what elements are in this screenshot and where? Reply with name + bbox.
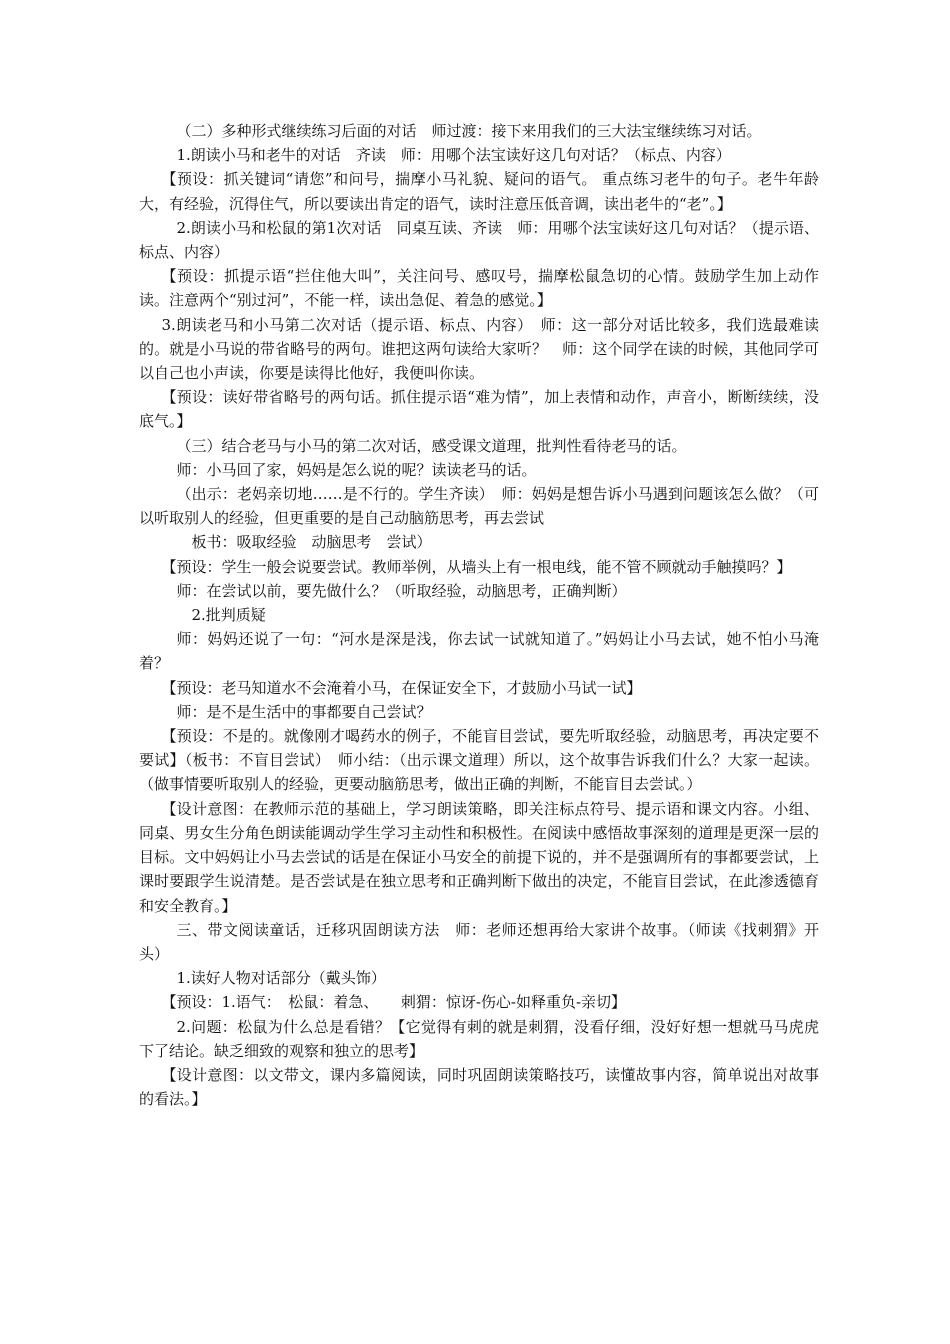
teacher-line: 师：在尝试以前，要先做什么？（听取经验，动脑思考，正确判断） bbox=[176, 581, 627, 600]
teacher-line: 师：是不是生活中的事都要自己尝试？ bbox=[176, 702, 432, 721]
teacher-line: （出示：老妈亲切地……是不行的。学生齐读） 师：妈妈是想告诉小马遇到问题该怎么做？（可以听取别人的经验，但更重要的是自己动脑筋思考，再去尝试 bbox=[139, 485, 819, 528]
step-read-horse-squirrel-dialogue: 2.朗读小马和松鼠的第1次对话 同桌互读、齐读 师：用哪个法宝读好这几句对话？（提示语、标点、内容） bbox=[139, 218, 819, 262]
step-critical-questioning: 2.批判质疑 bbox=[191, 606, 266, 625]
section-heading-part-three-reading: 三、带文阅读童话，迁移巩固朗读方法 师：老师还想再给大家讲个故事。（师读《找刺猬》开头） bbox=[139, 920, 819, 963]
blackboard-note: 板书：吸取经验 动脑思考 尝试） bbox=[191, 533, 432, 552]
step-read-character-dialogue: 1.读好人物对话部分（戴头饰） bbox=[176, 969, 386, 988]
preset-note: 【预设：抓提示语“拦住他大叫”，关注问号、感叹号，揣摩松鼠急切的心情。鼓励学生加上动作读。注意两个“别过河”，不能一样，读出急促、着急的感觉。】 bbox=[139, 267, 819, 310]
step-read-second-dialogue: 3.朗读老马和小马第二次对话（提示语、标点、内容） 师：这一部分对话比较多，我们选最难读的。就是小马说的带省略号的两句。谁把这两句读给大家听？ 师：这个同学在读的时候，其他同学可以自己也小声读，你要是读得比他好，我便叫你读。 bbox=[139, 315, 819, 383]
design-intent-note: 【设计意图：以文带文，课内多篇阅读，同时巩固朗读策略技巧，读懂故事内容，简单说出对故事的看法。】 bbox=[139, 1065, 819, 1109]
preset-note: 【预设：不是的。就像刚才喝药水的例子，不能盲目尝试，要先听取经验，动脑思考，再决定要不要试】（板书：不盲目尝试） 师小结：（出示课文道理）所以，这个故事告诉我们什么？大家一起读。（做事情要听取别人的经验，更要动脑筋思考，做出正确的判断，不能盲目去尝试。） bbox=[139, 727, 819, 794]
document-page bbox=[139, 119, 819, 1111]
teacher-line: 师：小马回了家，妈妈是怎么说的呢？读读老马的话。 bbox=[176, 460, 537, 479]
preset-note: 【预设：学生一般会说要尝试。教师举例，从墙头上有一根电线，能不管不顾就动手触摸吗？】 bbox=[161, 557, 792, 576]
preset-note: 【预设：老马知道水不会淹着小马，在保证安全下，才鼓励小马试一试】 bbox=[161, 678, 642, 697]
design-intent-note: 【设计意图：在教师示范的基础上，学习朗读策略，即关注标点符号、提示语和课文内容。小组、同桌、男女生分角色朗读能调动学生学习主动性和积极性。在阅读中感悟故事深刻的道理是更深一层的目标。文中妈妈让小马去尝试的话是在保证小马安全的前提下说的，并不是强调所有的事都要尝试，上课时要跟学生说清楚。是否尝试是在独立思考和正确判断下做出的决定，不能盲目尝试，在此渗透德育和安全教育。】 bbox=[139, 799, 819, 915]
preset-note: 【预设：1.语气： 松鼠：着急、 刺猬：惊讶-伤心-如释重负-亲切】 bbox=[161, 993, 627, 1012]
step-question: 2.问题：松鼠为什么总是看错？【它觉得有刺的就是刺猬，没看仔细，没好好想一想就马马虎虎下了结论。缺乏细致的观察和独立的思考】 bbox=[139, 1017, 819, 1060]
step-read-horse-ox-dialogue: 1.朗读小马和老牛的对话 齐读 师：用哪个法宝读好这几句对话？（标点、内容） bbox=[176, 146, 731, 165]
section-heading-part-two: （二）多种形式继续练习后面的对话 师过渡：接下来用我们的三大法宝继续练习对话。 bbox=[176, 122, 762, 140]
teacher-line: 师：妈妈还说了一句：“河水是深是浅，你去试一试就知道了。”妈妈让小马去试，她不怕小马淹着？ bbox=[139, 630, 819, 673]
preset-note: 【预设：抓关键词“请您”和问号，揣摩小马礼貌、疑问的语气。 重点练习老牛的句子。老牛年龄大，有经验，沉得住气，所以要读出肯定的语气，读时注意压低音调，读出老牛的“老”。】 bbox=[139, 170, 819, 213]
preset-note: 【预设：读好带省略号的两句话。抓住提示语“难为情”，加上表情和动作，声音小，断断续续，没底气。】 bbox=[139, 388, 819, 431]
section-heading-part-three: （三）结合老马与小马的第二次对话，感受课文道理，批判性看待老马的话。 bbox=[176, 436, 687, 455]
